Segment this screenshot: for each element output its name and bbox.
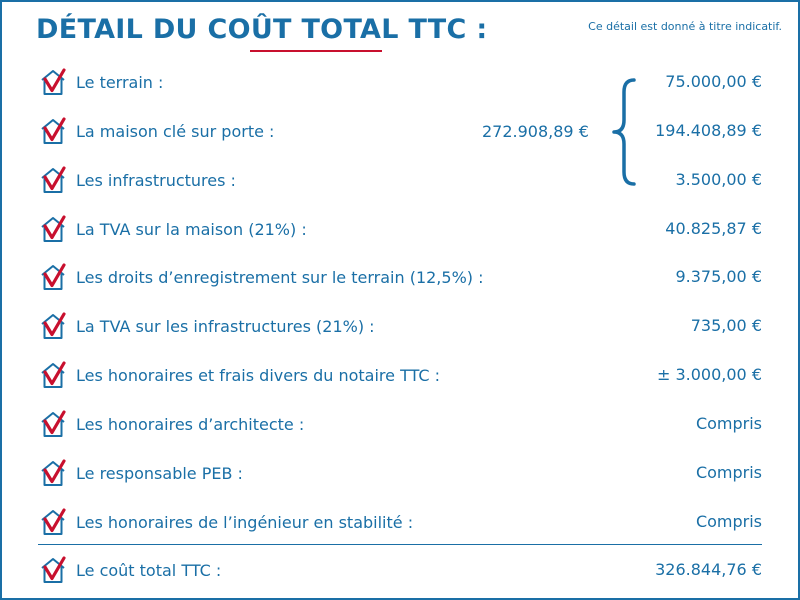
cost-row-architecte [38, 409, 762, 439]
cost-row-tva-infrastructures [38, 311, 762, 341]
house-checkmark-icon [38, 214, 68, 244]
cost-row-label: Le terrain : [76, 72, 164, 92]
house-checkmark-icon [38, 311, 68, 341]
total-value: 326.844,76 € [655, 560, 762, 579]
house-checkmark-icon [38, 360, 68, 390]
disclaimer-note: Ce détail est donné à titre indicatif. [588, 20, 782, 33]
cost-row-peb [38, 458, 762, 488]
cost-row-value: 75.000,00 € [665, 72, 762, 91]
cost-row-label: Les honoraires de l’ingénieur en stabilité : [76, 512, 414, 532]
house-checkmark-icon [38, 458, 68, 488]
cost-row-ingenieur [38, 507, 762, 537]
cost-row-value: Compris [695, 414, 762, 433]
house-checkmark-icon [38, 262, 68, 292]
page-title: DÉTAIL DU COÛT TOTAL TTC : [36, 14, 488, 45]
house-checkmark-icon [38, 116, 68, 146]
cost-row-label: Les honoraires et frais divers du notaire TTC : [76, 365, 441, 385]
cost-row-label: Le responsable PEB : [76, 463, 243, 483]
cost-row-value: 40.825,87 € [665, 219, 762, 238]
cost-row-value: Compris [695, 512, 762, 531]
cost-row-terrain [38, 67, 762, 97]
cost-row-label: Les honoraires d’architecte : [76, 414, 305, 434]
total-divider [38, 544, 762, 545]
subtotal-value: 272.908,89 € [482, 122, 589, 141]
house-checkmark-icon [38, 165, 68, 195]
curly-brace-icon [602, 76, 642, 188]
total-label: Le coût total TTC : [76, 560, 222, 580]
cost-row-droits-enregistrement [38, 262, 762, 292]
cost-row-value: 9.375,00 € [675, 267, 762, 286]
cost-row-label: La TVA sur la maison (21%) : [76, 219, 307, 239]
cost-row-value: 194.408,89 € [655, 121, 762, 140]
cost-row-label: La TVA sur les infrastructures (21%) : [76, 316, 375, 336]
cost-row-label: La maison clé sur porte : [76, 121, 275, 141]
cost-row-total [38, 555, 762, 585]
cost-row-notaire [38, 360, 762, 390]
cost-row-label: Les infrastructures : [76, 170, 236, 190]
cost-row-maison [38, 116, 762, 146]
house-checkmark-icon [38, 409, 68, 439]
house-checkmark-icon [38, 555, 68, 585]
cost-row-label: Les droits d’enregistrement sur le terrain (12,5%) : [76, 267, 484, 287]
title-underline [250, 50, 382, 52]
cost-row-value: Compris [695, 463, 762, 482]
house-checkmark-icon [38, 507, 68, 537]
cost-row-tva-maison [38, 214, 762, 244]
cost-row-value: 735,00 € [690, 316, 762, 335]
house-checkmark-icon [38, 67, 68, 97]
cost-row-value: 3.500,00 € [675, 170, 762, 189]
cost-row-infrastructures [38, 165, 762, 195]
cost-row-value: ± 3.000,00 € [656, 365, 762, 384]
